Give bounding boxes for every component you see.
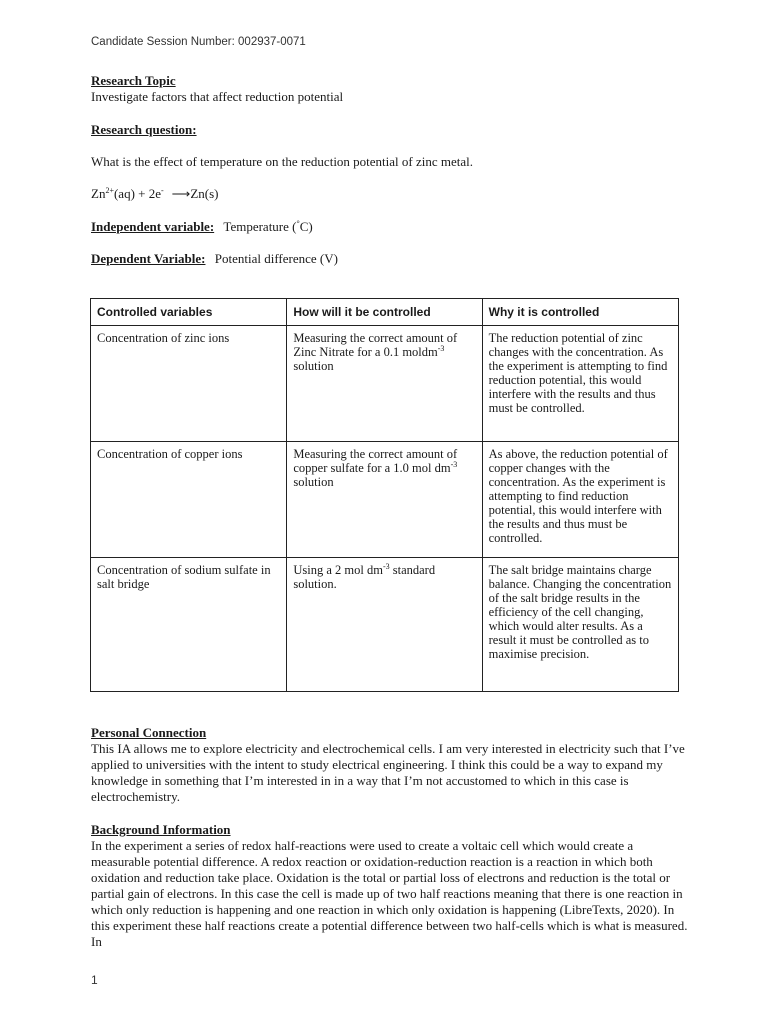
research-topic-text: Investigate factors that affect reduction potential [91, 89, 344, 104]
reduction-equation [91, 186, 218, 202]
candidate-session-number: Candidate Session Number: 002937-0071 [91, 36, 306, 48]
equation-product: Zn(s) [190, 186, 219, 201]
equation-reactant: Zn [91, 186, 106, 201]
background-text: In the experiment a series of redox half-reactions were used to create a voltaic cell which would create a measurable potential difference. A redox reaction or oxidation-reduction reaction is a reaction in which both oxidation and reduction take place. Oxidation is the total or partial loss of electrons and reduction is the total or partial gain of electrons. In this case the cell is made up of two half reactions meaning that there is one reaction in which only reduction is happening and one reaction in which only oxidation is happening (LibreTexts, 2020). In this experiment these half reactions create a potential difference between two half-cells which is what is measured. In [91, 838, 688, 949]
independent-variable-unit: C) [299, 219, 313, 234]
table-row [91, 558, 679, 692]
why-controlled-cell: The salt bridge maintains charge balance. Changing the concentration of the salt bridge results in the efficiency of the cell changing, which would alter results. As a result it must be controlled as to maximise precision. [482, 558, 678, 692]
independent-variable-label: Independent variable: [91, 219, 215, 234]
table-header-cell: How will it be controlled [287, 299, 482, 326]
controlled-variable-cell: Concentration of sodium sulfate in salt bridge [91, 558, 287, 692]
table-header-row [91, 299, 679, 326]
independent-variable [91, 219, 313, 235]
controlled-variable-cell: Concentration of zinc ions [91, 326, 287, 442]
why-controlled-cell: As above, the reduction potential of copper changes with the concentration. As the experiment is attempting to find reduction potential, this would interfere with the results and thus must be controlled. [482, 442, 678, 558]
independent-variable-value: Temperature ( [223, 219, 297, 234]
personal-connection-heading: Personal Connection [91, 725, 207, 740]
how-sup: -3 [437, 344, 445, 353]
dependent-variable [91, 251, 338, 267]
table-header-cell: Controlled variables [91, 299, 287, 326]
dependent-variable-label: Dependent Variable: [91, 251, 206, 266]
how-controlled-cell [287, 326, 482, 442]
equation-charge: 2+ [105, 186, 114, 195]
research-topic-heading: Research Topic [91, 73, 176, 88]
controlled-variable-cell: Concentration of copper ions [91, 442, 287, 558]
how-sup: -3 [450, 460, 458, 469]
how-controlled-cell [287, 442, 482, 558]
table-header-cell: Why it is controlled [482, 299, 678, 326]
equation-arrow: ⟶ [171, 186, 191, 201]
how-sup: -3 [382, 562, 390, 571]
degree-symbol: ° [296, 219, 300, 228]
how-text: Measuring the correct amount of copper sulfate for a 1.0 mol dm [293, 447, 458, 475]
how-text-post: standard solution. [293, 563, 436, 591]
equation-electron-sup: - [161, 186, 164, 195]
controlled-variables-table [90, 298, 679, 692]
how-text: Using a 2 mol dm [293, 563, 383, 577]
background-heading: Background Information [91, 822, 231, 837]
research-question-heading: Research question: [91, 122, 197, 137]
how-text-post: solution [293, 359, 334, 373]
page-number: 1 [91, 973, 98, 987]
personal-connection-text: This IA allows me to explore electricity and electrochemical cells. I am very interested in electricity such that I’ve applied to universities with the intent to study electrical engineering. I think this could be a way to expand my knowledge in something that I’m interested in in a way that I’m not accustomed to which in this case is electrochemistry. [91, 741, 685, 804]
table-row [91, 326, 679, 442]
table-row [91, 442, 679, 558]
research-question-text: What is the effect of temperature on the reduction potential of zinc metal. [91, 154, 474, 169]
how-text-post: solution [293, 475, 334, 489]
why-controlled-cell: The reduction potential of zinc changes with the concentration. As the experiment is attempting to find reduction potential, this would interfere with the results and thus must be controlled. [482, 326, 678, 442]
how-text: Measuring the correct amount of Zinc Nitrate for a 0.1 moldm [293, 331, 458, 359]
how-controlled-cell [287, 558, 482, 692]
equation-aq: (aq) + 2e [113, 186, 161, 201]
dependent-variable-value: Potential difference (V) [214, 251, 338, 266]
